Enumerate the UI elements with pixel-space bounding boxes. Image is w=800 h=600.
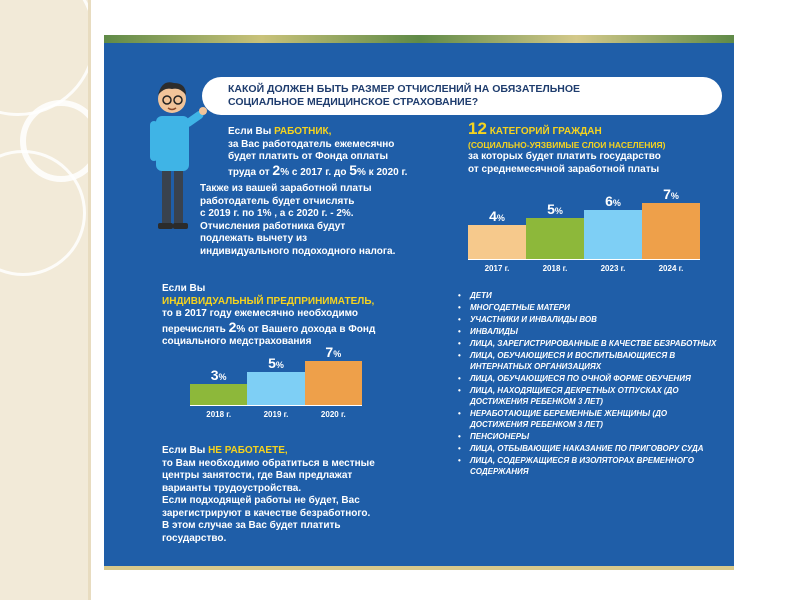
infographic-poster: [104, 35, 734, 570]
chart-data-label: 4%: [489, 208, 505, 224]
unemployed-line: В этом случае за Вас будет платить: [162, 520, 341, 531]
unemployed-line: то Вам необходимо обратиться в местные: [162, 457, 375, 469]
unemployed-line: Если подходящей работы не будет, Вас: [162, 495, 360, 506]
chart-bar: [190, 384, 247, 405]
worker-extra-line: с 2019 г. по 1% , а с 2020 г. - 2%.: [200, 208, 354, 219]
chart-bar: [305, 361, 362, 405]
worker-num-1: 2: [272, 161, 281, 178]
worker-num-2: 5: [349, 161, 358, 178]
list-item: • ЛИЦА, ОБУЧАЮЩИЕСЯ ПО ОЧНОЙ ФОРМЕ ОБУЧЕНИЯ: [456, 373, 726, 384]
categories-list: [456, 290, 726, 478]
list-item: • ИНВАЛИДЫ: [456, 326, 726, 337]
chart-bar: [247, 372, 304, 405]
question-bubble: [202, 77, 722, 115]
worker-role: РАБОТНИК,: [274, 126, 332, 137]
decorative-side-strip: [0, 0, 88, 600]
bar-chart-years-1: [468, 186, 700, 273]
entrepreneur-num: 2: [228, 318, 237, 335]
worker-line-4b: % с 2017 г. до: [280, 166, 350, 178]
question-line-2: СОЦИАЛЬНОЕ МЕДИЦИНСКОЕ СТРАХОВАНИЕ?: [228, 96, 479, 108]
list-item: • ЛИЦА, СОДЕРЖАЩИЕСЯ В ИЗОЛЯТОРАХ ВРЕМЕННОГО СОДЕРЖАНИЯ: [456, 455, 726, 477]
chart-tick-label: 2023 г.: [600, 264, 626, 273]
chart-data-label: 6%: [605, 193, 621, 209]
worker-block: [228, 126, 458, 179]
list-item: • ДЕТИ: [456, 290, 726, 301]
chart-data-label: 5%: [268, 355, 284, 371]
list-item: • ЛИЦА, НАХОДЯЩИЕСЯ ДЕКРЕТНЫХ ОТПУСКАХ (ДО ДОСТИЖЕНИЯ РЕБЕНКОМ 3 ЛЕТ): [456, 385, 726, 407]
worker-extra-line: подлежать вычету из: [200, 233, 308, 244]
chart-data-label: 7%: [325, 344, 342, 360]
categories-line-3: за которых будет платить государство: [468, 151, 661, 162]
categories-title: КАТЕГОРИЙ ГРАЖДАН: [486, 126, 602, 137]
worker-line-2: за Вас работодатель ежемесячно: [228, 138, 395, 150]
chart-tick-label: 2018 г.: [542, 264, 568, 273]
worker-prefix: Если Вы: [228, 126, 275, 137]
unemployed-prefix: Если Вы: [162, 445, 209, 456]
categories-subtitle: (СОЦИАЛЬНО-УЯЗВИМЫЕ СЛОИ НАСЕЛЕНИЯ): [468, 139, 666, 150]
worker-line-3: будет платить от Фонда оплаты: [228, 151, 389, 162]
unemployed-line: зарегистрируют в качестве безработного.: [162, 507, 371, 519]
chart-tick-label: 2018 г.: [206, 410, 232, 419]
entrepreneur-block: [162, 283, 442, 349]
list-item: • УЧАСТНИКИ И ИНВАЛИДЫ ВОВ: [456, 314, 726, 325]
chart-tick-label: 2024 г.: [658, 264, 684, 273]
decorative-divider: [88, 0, 91, 600]
list-item: • НЕРАБОТАЮЩИЕ БЕРЕМЕННЫЕ ЖЕНЩИНЫ (ДО ДОСТИЖЕНИЯ РЕБЕНКОМ 3 ЛЕТ): [456, 408, 726, 430]
chart-bar: [526, 218, 584, 259]
chart-data-label: 3%: [210, 367, 227, 383]
chart-tick-label: 2017 г.: [484, 264, 510, 273]
worker-line-4a: труда от: [228, 166, 273, 178]
chart-tick-label: 2019 г.: [263, 410, 289, 419]
decorative-ring: [0, 0, 88, 116]
chart-bar: [642, 203, 700, 259]
question-line-1: КАКОЙ ДОЛЖЕН БЫТЬ РАЗМЕР ОТЧИСЛЕНИЙ НА ОБЯЗАТЕЛЬНОЕ: [228, 83, 580, 95]
unemployed-line: центры занятости, где Вам предлажат: [162, 470, 353, 481]
list-item: • ПЕНСИОНЕРЫ: [456, 431, 726, 442]
entrepreneur-line-5: социального медстрахования: [162, 336, 312, 347]
entrepreneur-role: ИНДИВИДУАЛЬНЫЙ ПРЕДПРИНИМАТЕЛЬ,: [162, 295, 375, 307]
poster-top-border: [104, 35, 734, 43]
unemployed-block: [162, 445, 442, 545]
list-item: • ЛИЦА, ОБУЧАЮЩИЕСЯ И ВОСПИТЫВАЮЩИЕСЯ В ИНТЕРНАТНЫХ ОРГАНИЗАЦИЯХ: [456, 350, 726, 372]
categories-line-4: от среднемесячной заработной платы: [468, 163, 660, 175]
chart-tick-label: 2020 г.: [320, 410, 346, 419]
chart-data-label: 7%: [663, 186, 679, 202]
unemployed-line: варианты трудоустройства.: [162, 482, 302, 494]
poster-bottom-border: [104, 566, 734, 570]
entrepreneur-line-4b: % от Вашего дохода в Фонд: [236, 323, 376, 335]
worker-extra-line: работодатель будет отчислять: [200, 195, 355, 207]
categories-header: [468, 119, 728, 176]
worker-extra-block: [200, 183, 460, 258]
worker-extra-line: Также из вашей заработной платы: [200, 183, 372, 194]
list-item: • МНОГОДЕТНЫЕ МАТЕРИ: [456, 302, 726, 313]
worker-extra-line: Отчисления работника будут: [200, 220, 346, 232]
unemployed-line: государство.: [162, 532, 227, 544]
categories-count: 12: [468, 119, 487, 138]
worker-line-4c: % к 2020 г.: [357, 166, 408, 178]
entrepreneur-line-4a: перечислять: [162, 323, 229, 335]
chart-axis: [468, 259, 700, 260]
entrepreneur-line-1: Если Вы: [162, 283, 206, 294]
bar-chart-years-2: [190, 344, 362, 419]
chart-data-label: 5%: [547, 201, 563, 217]
worker-extra-line: индивидуального подоходного налога.: [200, 245, 396, 257]
chart-bar: [468, 225, 526, 259]
chart-bar: [584, 210, 642, 259]
list-item: • ЛИЦА, ОТБЫВАЮЩИЕ НАКАЗАНИЕ ПО ПРИГОВОРУ СУДА: [456, 443, 726, 454]
entrepreneur-line-3: то в 2017 году ежемесячно необходимо: [162, 308, 358, 319]
chart-axis: [190, 405, 362, 406]
unemployed-role: НЕ РАБОТАЕТЕ,: [208, 445, 288, 456]
list-item: • ЛИЦА, ЗАРЕГИСТРИРОВАННЫЕ В КАЧЕСТВЕ БЕЗРАБОТНЫХ: [456, 338, 726, 349]
